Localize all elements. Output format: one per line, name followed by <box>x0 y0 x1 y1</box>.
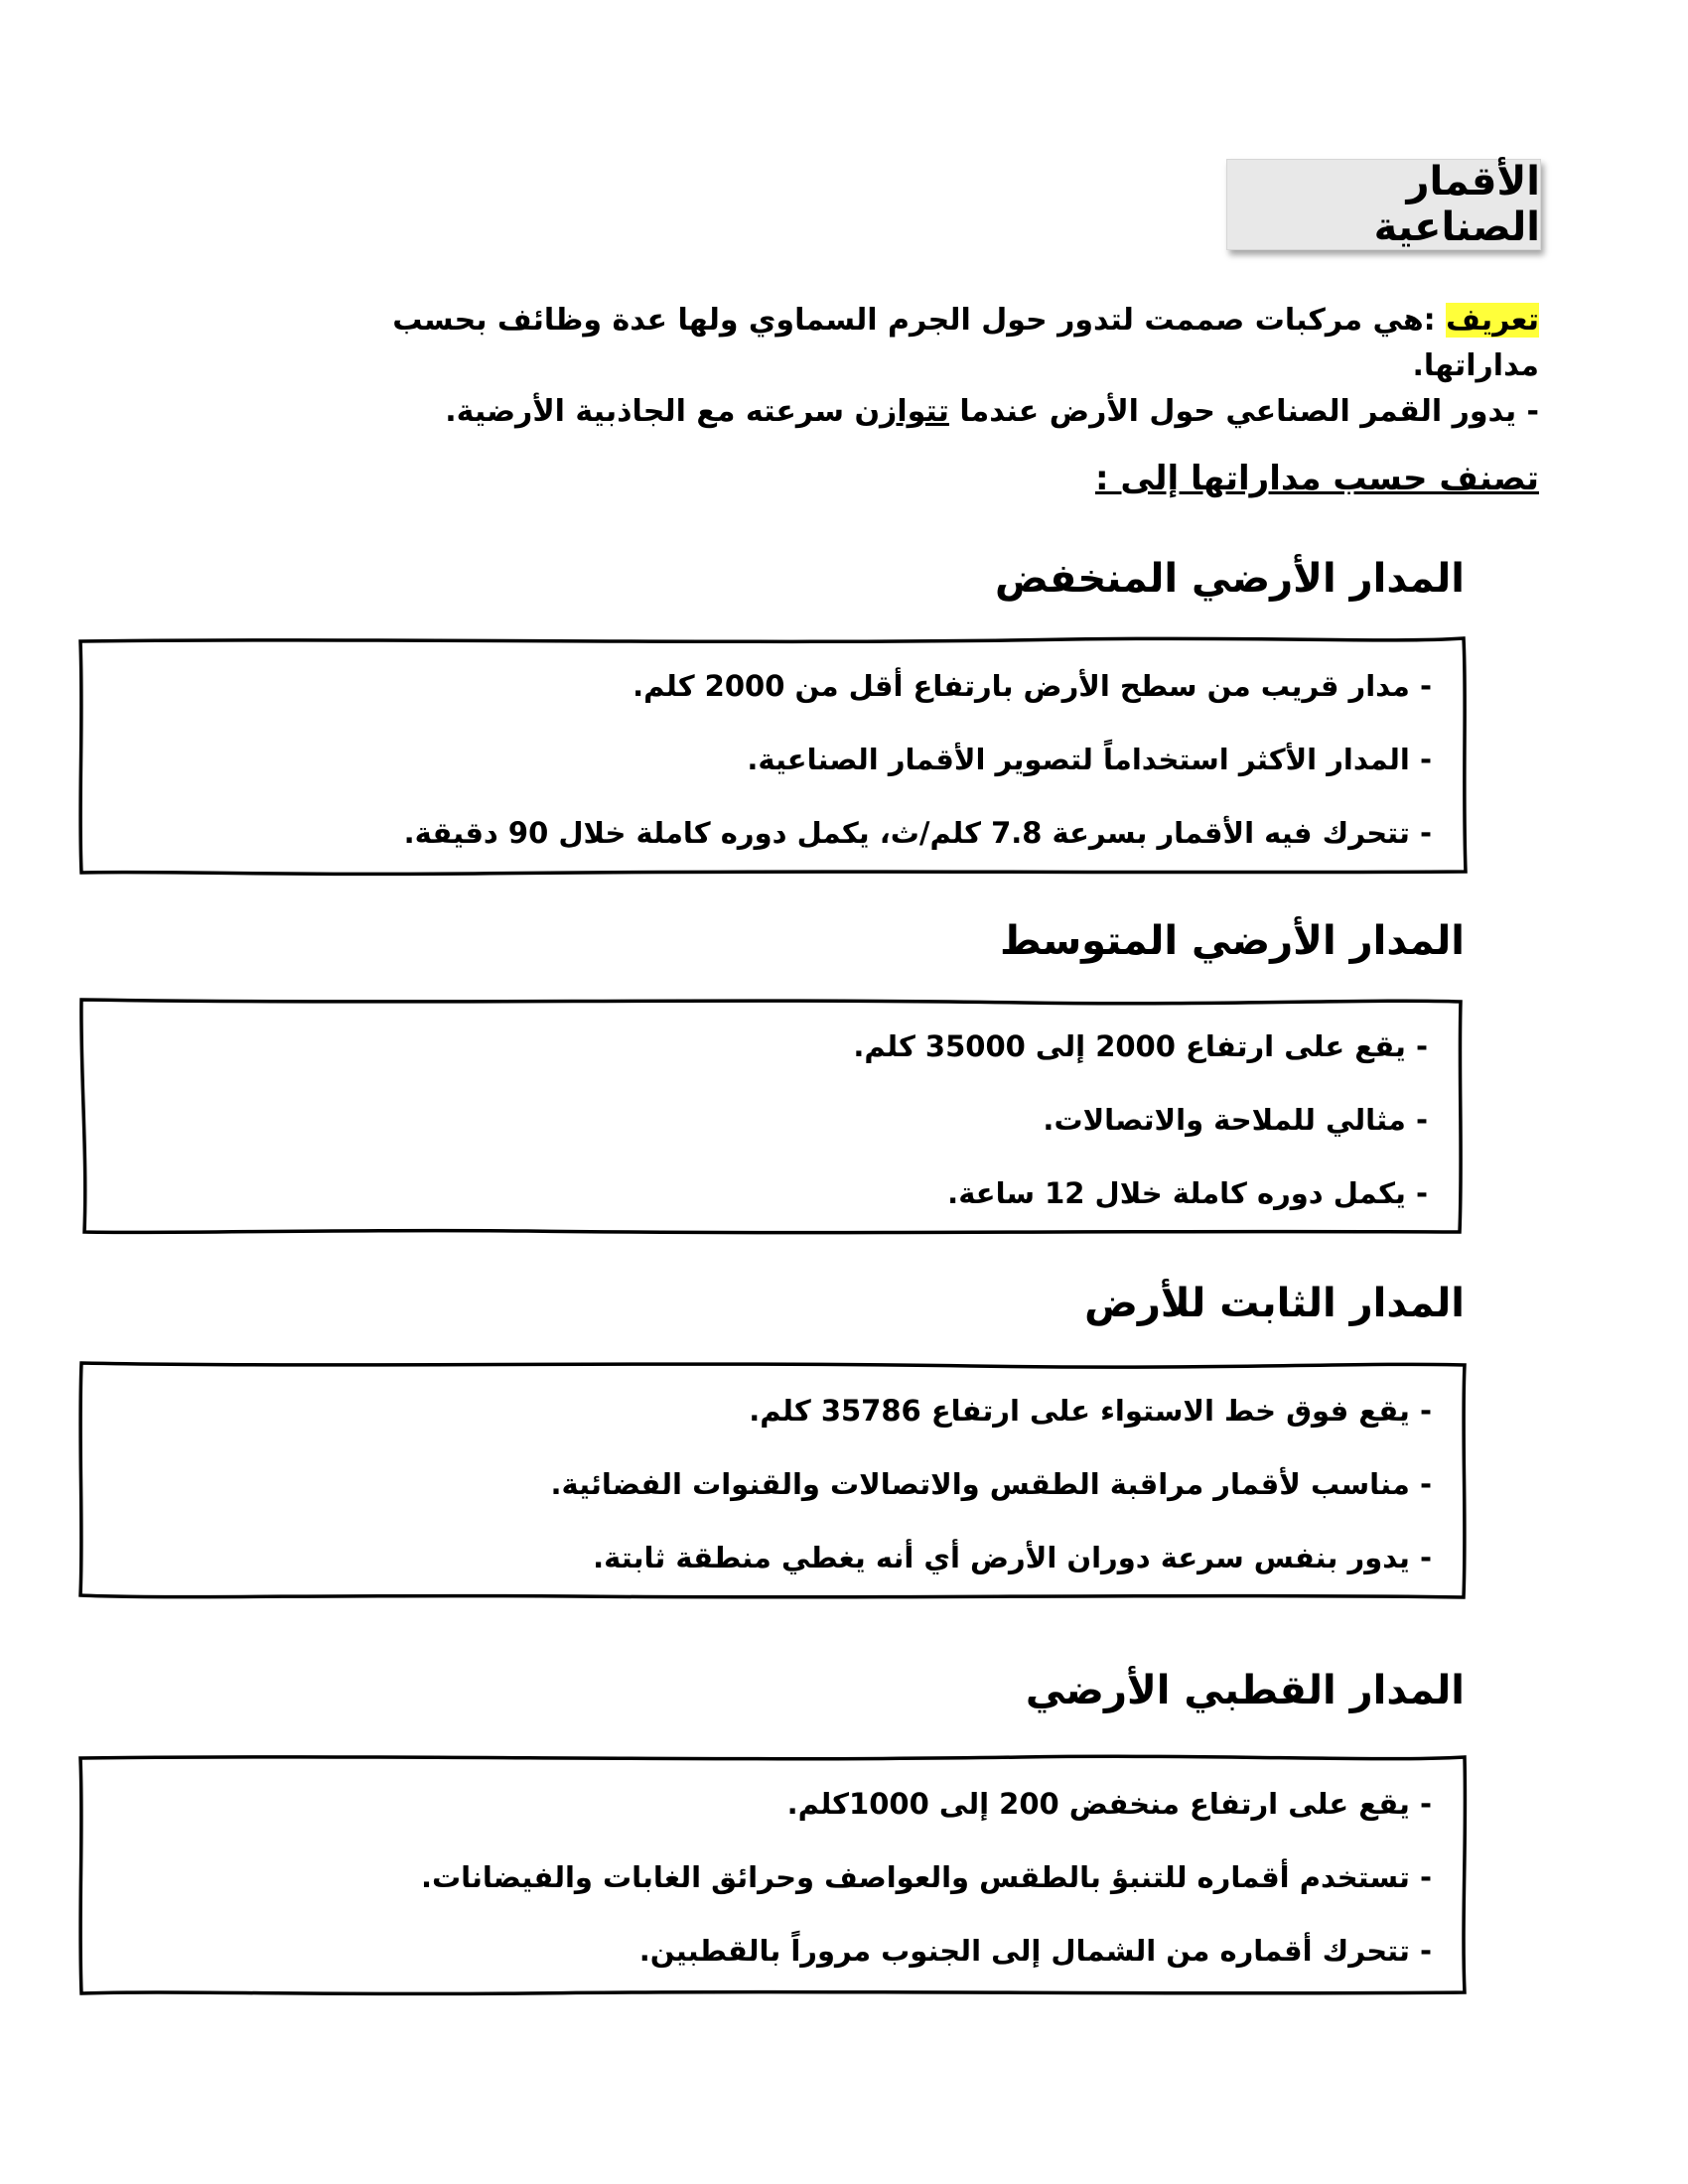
section-heading-low-orbit: المدار الأرضي المنخفض <box>995 556 1465 602</box>
definition-block <box>377 298 1539 435</box>
list-item: - يدور بنفس سرعة دوران الأرض أي أنه يغطي منطقة ثابتة. <box>593 1541 1432 1574</box>
list-item: - يقع على ارتفاع 2000 إلى 35000 كلم. <box>853 1029 1428 1063</box>
list-item: - مناسب لأقمار مراقبة الطقس والاتصالات والقنوات الفضائية. <box>550 1467 1432 1501</box>
list-item: - مثالي للملاحة والاتصالات. <box>1043 1103 1428 1137</box>
section-heading-medium-orbit: المدار الأرضي المتوسط <box>999 918 1465 964</box>
list-item: - المدار الأكثر استخداماً لتصوير الأقمار الصناعية. <box>747 743 1432 776</box>
section-box-geostationary-orbit <box>77 1360 1468 1600</box>
definition-label: تعريف <box>1446 303 1539 338</box>
section-list-polar-orbit <box>107 1767 1432 1987</box>
section-heading-polar-orbit: المدار القطبي الأرضي <box>1025 1668 1465 1713</box>
list-item: - يكمل دوره كاملة خلال 12 ساعة. <box>947 1176 1428 1210</box>
section-list-low-orbit <box>107 649 1432 870</box>
section-heading-geostationary-orbit: المدار الثابت للأرض <box>1084 1281 1465 1326</box>
definition-line2-underlined: تتوازن <box>854 394 949 429</box>
classification-heading: تصنف حسب مداراتها إلى : <box>1094 459 1539 498</box>
page-title-text: الأقمار الصناعية <box>1373 159 1540 250</box>
list-item: - تتحرك فيه الأقمار بسرعة 7.8 كلم/ث، يكمل دوره كاملة خلال 90 دقيقة. <box>403 816 1432 850</box>
list-item: - تتحرك أقماره من الشمال إلى الجنوب مروراً بالقطبين. <box>638 1934 1432 1968</box>
section-box-polar-orbit <box>77 1753 1468 1996</box>
list-item: - تستخدم أقماره للتنبؤ بالطقس والعواصف وحرائق الغابات والفيضانات. <box>420 1860 1432 1894</box>
section-box-low-orbit <box>77 635 1468 876</box>
list-item: - مدار قريب من سطح الأرض بارتفاع أقل من 2000 كلم. <box>633 669 1432 703</box>
definition-line-1 <box>377 298 1539 389</box>
section-list-medium-orbit <box>109 1010 1428 1230</box>
section-box-medium-orbit <box>79 996 1464 1236</box>
definition-line2-suffix: سرعته مع الجاذبية الأرضية. <box>445 394 855 429</box>
page-title <box>1226 159 1541 250</box>
list-item: - يقع فوق خط الاستواء على ارتفاع 35786 كلم. <box>749 1394 1432 1428</box>
definition-line-2 <box>377 389 1539 435</box>
definition-text: :هي مركبات صممت لتدور حول الجرم السماوي ولها عدة وظائف بحسب مداراتها. <box>392 303 1539 383</box>
section-list-geostationary-orbit <box>107 1374 1432 1594</box>
list-item: - يقع على ارتفاع منخفض 200 إلى 1000كلم. <box>786 1787 1432 1821</box>
definition-line2-prefix: - يدور القمر الصناعي حول الأرض عندما <box>948 394 1539 429</box>
